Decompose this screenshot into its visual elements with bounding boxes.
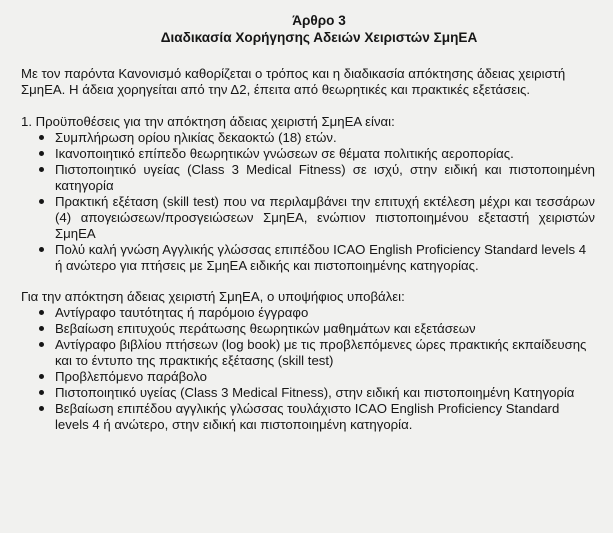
documents-list bbox=[21, 305, 595, 433]
bullet-icon bbox=[39, 247, 44, 252]
list-item-text: Ικανοποιητικό επίπεδο θεωρητικών γνώσεων σε θέματα πολιτικής αεροπορίας. bbox=[55, 146, 514, 161]
list-item-text: Πιστοποιητικό υγείας (Class 3 Medical Fitness), στην ειδική και πιστοποιημένη Κατηγορία bbox=[55, 385, 575, 400]
bullet-icon bbox=[39, 151, 44, 156]
list-item-text: Πολύ καλή γνώση Αγγλικής γλώσσας επιπέδου ICAO English Proficiency Standard levels 4 ή ανώτερο για πτήσεις με ΣμηΕΑ ειδικής και πιστοποιημένης κατηγορίας. bbox=[55, 242, 587, 273]
bullet-icon bbox=[39, 167, 44, 172]
bullet-icon bbox=[39, 199, 44, 204]
bullet-icon bbox=[39, 310, 44, 315]
list-item bbox=[21, 321, 595, 337]
bullet-icon bbox=[39, 406, 44, 411]
bullet-icon bbox=[39, 390, 44, 395]
list-item-text: Βεβαίωση επιπέδου αγγλικής γλώσσας τουλάχιστο ICAO English Proficiency Standard levels 4 ή ανώτερο, στην ειδική και πιστοποιημένη κατηγορία. bbox=[55, 401, 560, 432]
intro-paragraph: Με τον παρόντα Κανονισμό καθορίζεται ο τρόπος και η διαδικασία απόκτησης άδειας χειριστή ΣμηΕΑ. Η άδεια χορηγείται από την Δ2, έπειτα από θεωρητικές και πρακτικές εξετάσεις. bbox=[21, 66, 566, 97]
article-title: Άρθρο 3 bbox=[292, 13, 346, 28]
requirements-list bbox=[21, 130, 595, 274]
list-item-text: Αντίγραφο ταυτότητας ή παρόμοιο έγγραφο bbox=[55, 305, 309, 320]
list-item-text: Αντίγραφο βιβλίου πτήσεων (log book) με τις προβλεπόμενες ώρες πρακτικής εκπαίδευσης και το έντυπο της πρακτικής εξέτασης (skill test) bbox=[55, 337, 587, 368]
list-item bbox=[21, 130, 595, 146]
bullet-icon bbox=[39, 374, 44, 379]
bullet-icon bbox=[39, 342, 44, 347]
article-subtitle: Διαδικασία Χορήγησης Αδειών Χειριστών ΣμηΕΑ bbox=[160, 30, 478, 45]
list-item bbox=[21, 194, 595, 242]
list-item-text: Συμπλήρωση ορίου ηλικίας δεκαοκτώ (18) ετών. bbox=[55, 130, 337, 145]
bullet-icon bbox=[39, 326, 44, 331]
list-item bbox=[21, 242, 595, 274]
list-item-text: Βεβαίωση επιτυχούς περάτωσης θεωρητικών μαθημάτων και εξετάσεων bbox=[55, 321, 476, 336]
list-item bbox=[21, 401, 595, 433]
list-item bbox=[21, 337, 595, 369]
list-item bbox=[21, 146, 595, 162]
section1-heading: 1. Προϋποθέσεις για την απόκτηση άδειας χειριστή ΣμηΕΑ είναι: bbox=[21, 114, 395, 129]
bullet-icon bbox=[39, 135, 44, 140]
list-item-text: Πιστοποιητικό υγείας (Class 3 Medical Fitness) σε ισχύ, στην ειδική και πιστοποιημένη κατηγορία bbox=[55, 162, 595, 193]
list-item bbox=[21, 385, 595, 401]
list-item-text: Προβλεπόμενο παράβολο bbox=[55, 369, 207, 384]
list-item bbox=[21, 162, 595, 194]
list-item bbox=[21, 369, 595, 385]
list-item bbox=[21, 305, 595, 321]
list-item-text: Πρακτική εξέταση (skill test) που να περιλαμβάνει την επιτυχή εκτέλεση μέχρι και τεσσάρων (4) απογειώσεων/προσγειώσεων ΣμηΕΑ, ενώπιον πιστοποιημένου εξεταστή χειριστών ΣμηΕΑ bbox=[55, 194, 595, 241]
section2-heading: Για την απόκτηση άδειας χειριστή ΣμηΕΑ, ο υποψήφιος υποβάλει: bbox=[21, 289, 405, 304]
